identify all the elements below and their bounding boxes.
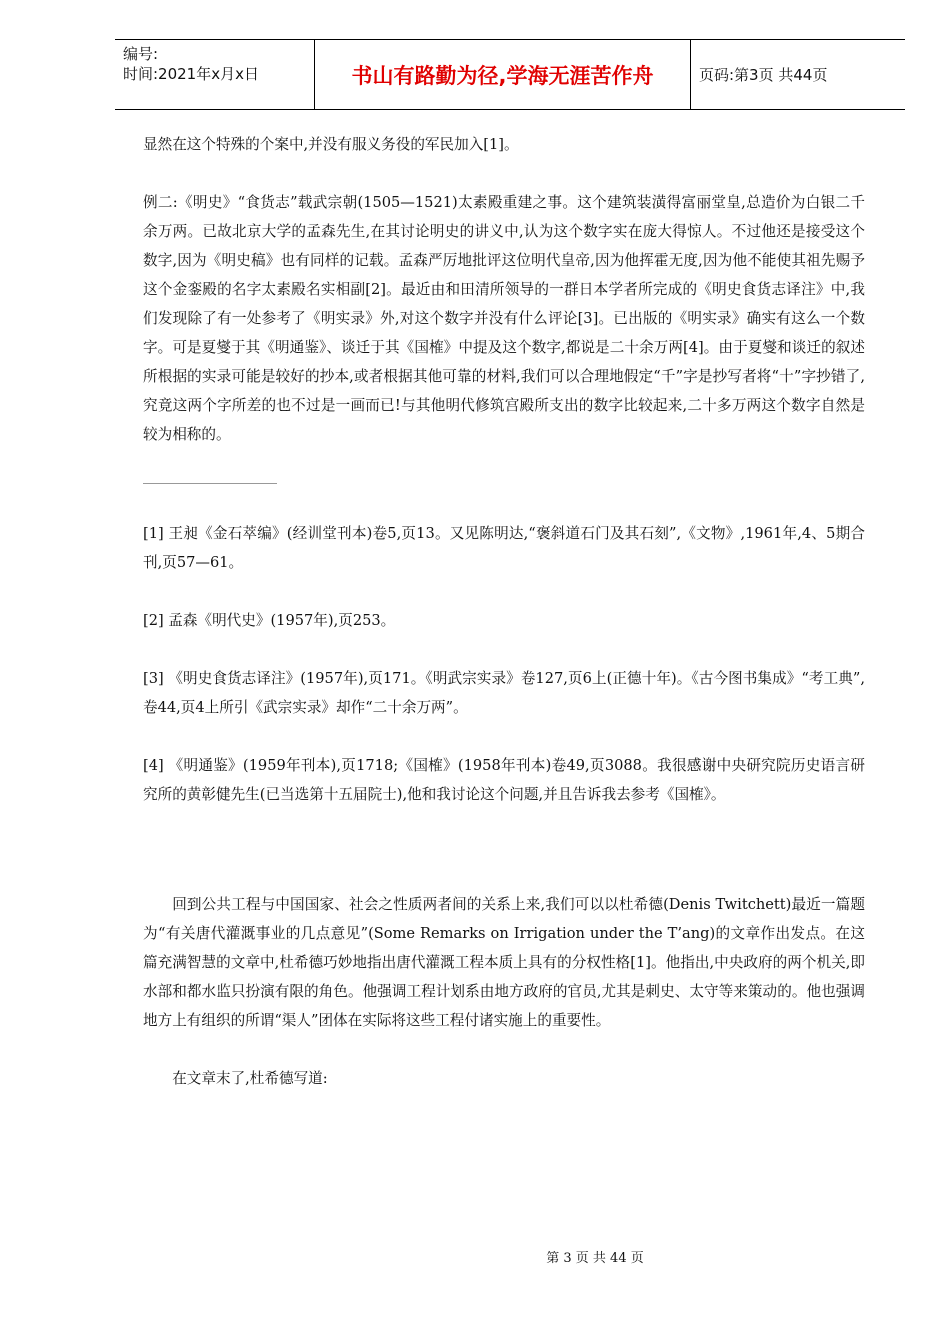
footnote-divider (143, 483, 277, 484)
paragraph-2: 例二:《明史》“食货志”载武宗朝(1505—1521)太素殿重建之事。这个建筑装潢得富丽堂皇,总造价为白银二千余万两。已故北京大学的孟森先生,在其讨论明史的讲义中,认为这个数字实在庞大得惊人。不过他还是接受这个数字,因为《明史稿》也有同样的记载。孟森严厉地批评这位明代皇帝,因为他挥霍无度,因为他不能使其祖先赐予这个金銮殿的名字太素殿名实相副[2]。最近由和田清所领导的一群日本学者所完成的《明史食货志译注》中,我们发现除了有一处参考了《明实录》外,对这个数字并没有什么评论[3]。已出版的《明实录》确实有这么一个数字。可是夏燮于其《明通鉴》、谈迁于其《国榷》中提及这个数字,都说是二十余万两[4]。由于夏燮和谈迁的叙述所根据的实录可能是较好的抄本,或者根据其他可靠的材料,我们可以合理地假定“千”字是抄写者将“十”字抄错了,究竟这两个字所差的也不过是一画而已!与其他明代修筑宫殿所支出的数字比较起来,二十多万两这个数字自然是较为相称的。 (143, 194, 865, 443)
paragraph-1: 显然在这个特殊的个案中,并没有服义务役的军民加入[1]。 (143, 136, 519, 153)
number-label: 编号: (123, 45, 159, 63)
footnote-2: [2] 孟森《明代史》(1957年),页253。 (143, 612, 396, 629)
footnote-4: [4] 《明通鉴》(1959年刊本),页1718;《国榷》(1958年刊本)卷49,页3088。我很感谢中央研究院历史语言研究所的黄彰健先生(已当选第十五届院士),他和我讨论这个问题,并且告诉我去参考《国榷》。 (143, 757, 865, 803)
document-body (143, 130, 865, 1093)
paragraph-3: 回到公共工程与中国国家、社会之性质两者间的关系上来,我们可以以杜希德(Denis Twitchett)最近一篇题为“有关唐代灌溉事业的几点意见”(Some Remarks on Irrigation under the T’ang)的文章作出发点。在这篇充满智慧的文章中,杜希德巧妙地指出唐代灌溉工程本质上具有的分权性格[1]。他指出,中央政府的两个机关,即水部和都水监只扮演有限的角色。他强调工程计划系由地方政府的官员,尤其是刺史、太守等来策动的。他也强调地方上有组织的所谓“渠人”团体在实际将这些工程付诸实施上的重要性。 (143, 896, 865, 1029)
paragraph-4: 在文章末了,杜希德写道: (172, 1070, 328, 1087)
header-motto: 书山有路勤为径,学海无涯苦作舟 (315, 40, 691, 109)
page-header (115, 39, 905, 110)
footnote-1: [1] 王昶《金石萃编》(经训堂刊本)卷5,页13。又见陈明达,“褒斜道石门及其石刻”,《文物》,1961年,4、5期合刊,页57—61。 (143, 525, 865, 571)
footnote-3: [3] 《明史食货志译注》(1957年),页171。《明武宗实录》卷127,页6上(正德十年)。《古今图书集成》“考工典”,卷44,页4上所引《武宗实录》却作“二十余万两”。 (143, 670, 865, 716)
page-footer: 第 3 页 共 44 页 (546, 1251, 644, 1266)
header-meta (115, 40, 315, 109)
header-page-label: 页码:第3页 共44页 (699, 66, 828, 84)
time-label: 时间:2021年x月x日 (123, 65, 259, 83)
